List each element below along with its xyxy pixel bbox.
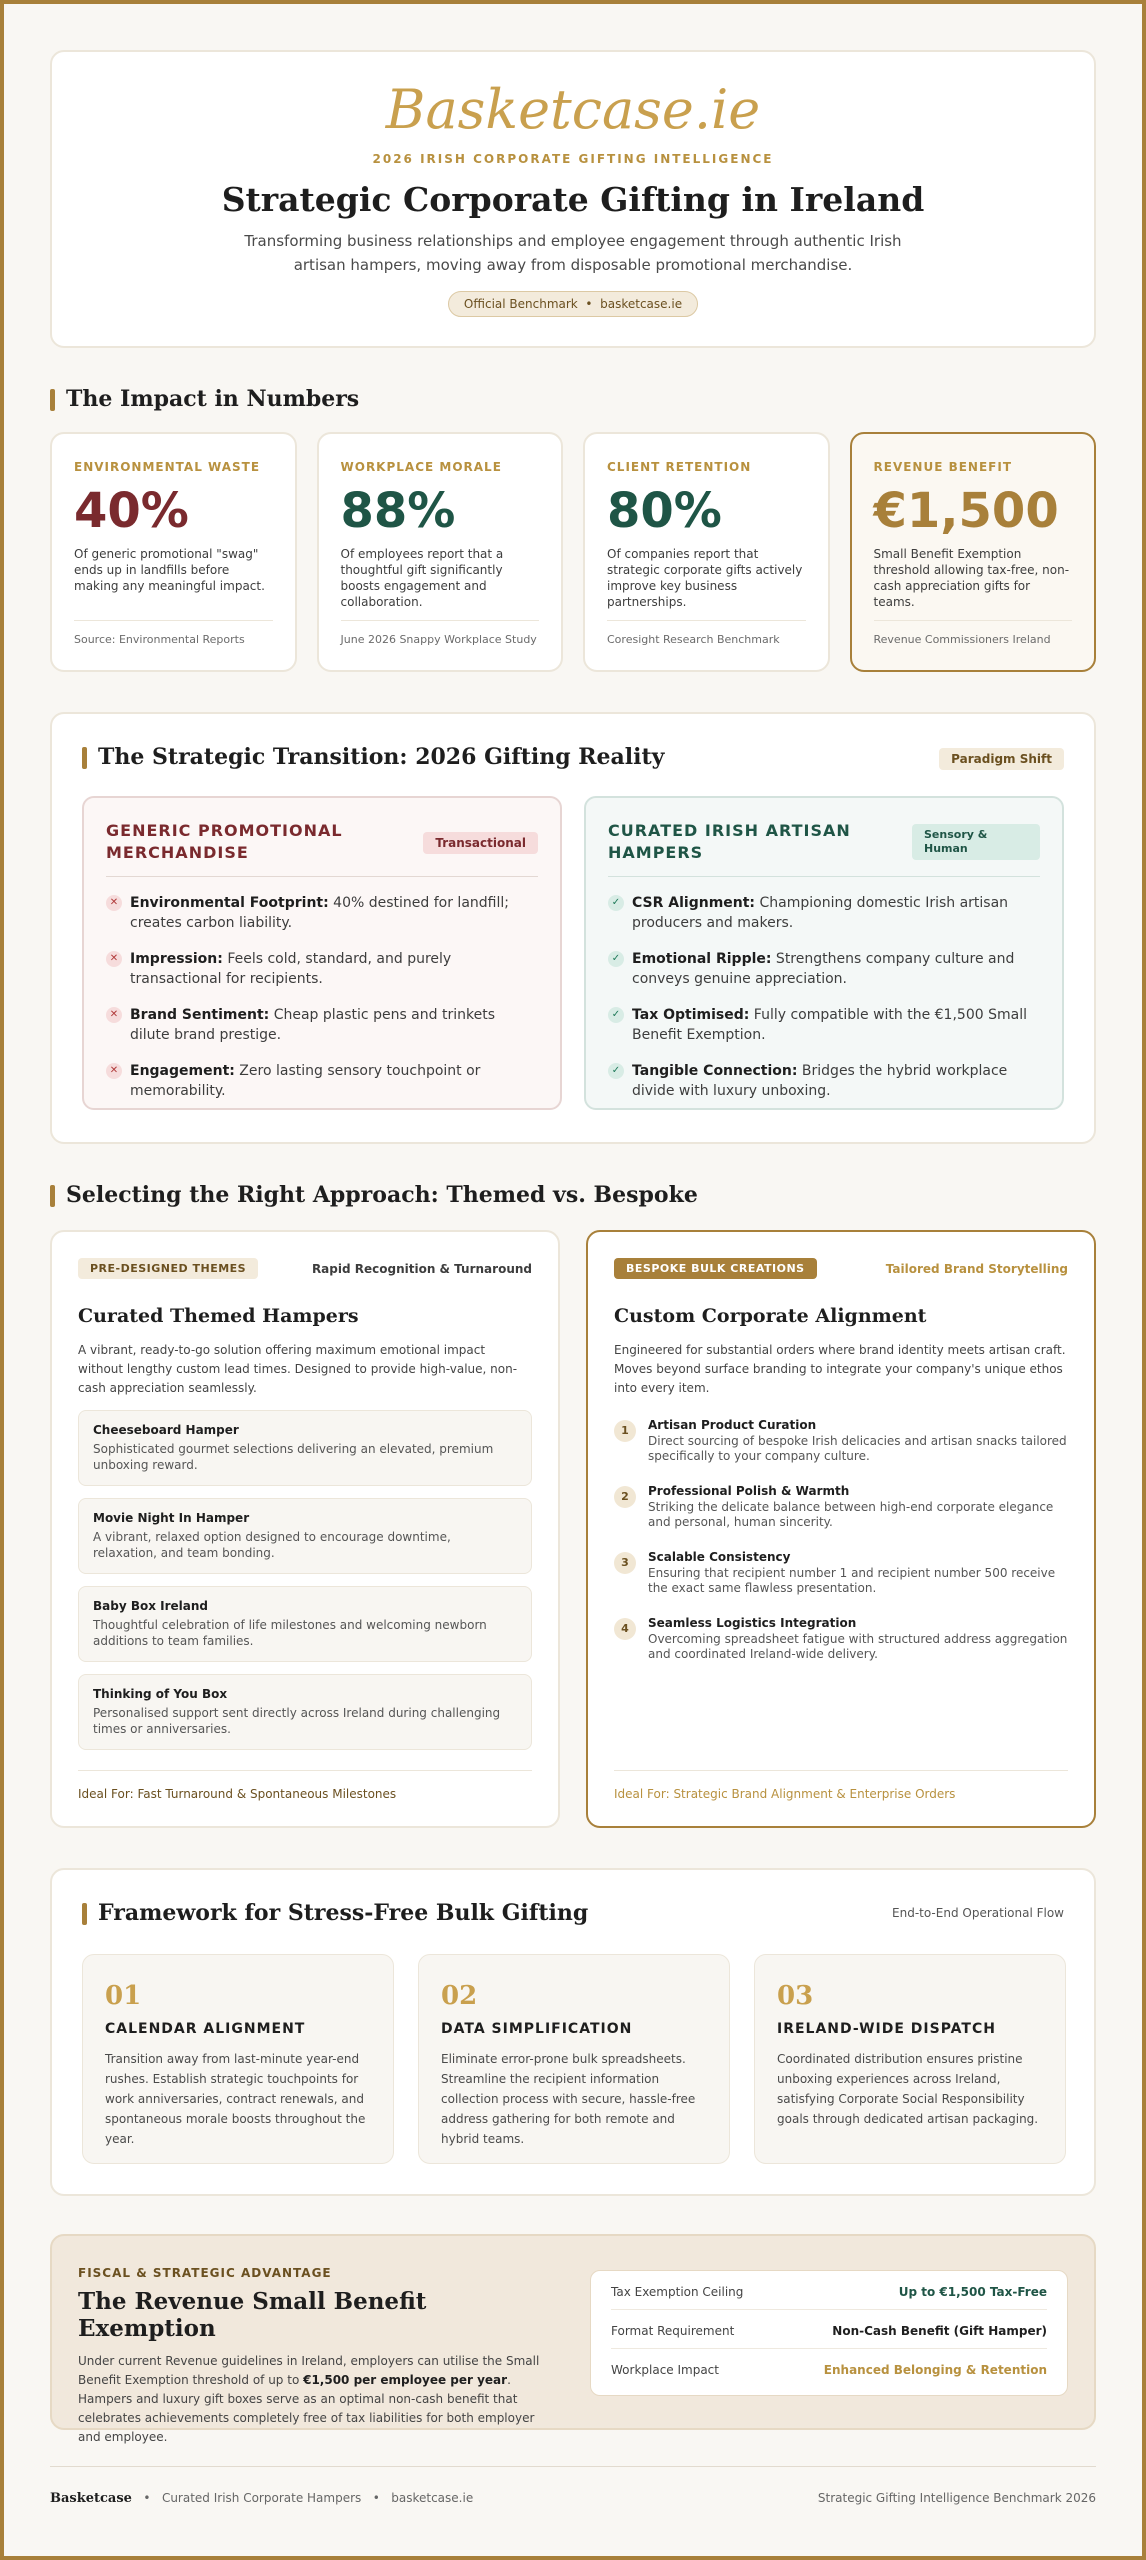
page-title: Strategic Corporate Gifting in Ireland: [221, 180, 925, 219]
step-number: 4: [614, 1618, 636, 1640]
item-label: Tax Optimised:: [632, 1007, 750, 1023]
framework-step-title: DATA SIMPLIFICATION: [441, 2021, 633, 2037]
brand-logo[interactable]: Basketcase.ie: [385, 78, 761, 141]
impact-stats: [50, 432, 1096, 672]
stat-card-retention: [583, 432, 830, 672]
list-item: [106, 893, 538, 933]
badge-label: Official Benchmark: [463, 297, 578, 311]
hamper-name: Cheeseboard Hamper: [93, 1423, 239, 1437]
bespoke-intro: Engineered for substantial orders where brand identity meets artisan craft. Moves beyond surface branding to integrate your company's unique ethos into every item.: [614, 1343, 1066, 1395]
item-label: Emotional Ripple:: [632, 951, 772, 967]
revenue-exemption-card: [50, 2234, 1096, 2444]
transactional-tag: Transactional: [423, 832, 538, 854]
bespoke-title: Custom Corporate Alignment: [614, 1305, 927, 1327]
stat-description: Small Benefit Exemption threshold allowing tax-free, non-cash appreciation gifts for teams.: [873, 547, 1070, 609]
themes-tag: PRE-DESIGNED THEMES: [78, 1258, 258, 1279]
item-label: Impression:: [130, 951, 223, 967]
hamper-name: Movie Night In Hamper: [93, 1511, 250, 1525]
stat-label: CLIENT RETENTION: [607, 460, 752, 474]
item-label: Engagement:: [130, 1063, 235, 1079]
item-text: Zero lasting sensory touchpoint or memorability.: [130, 1063, 481, 1099]
step-number: 1: [614, 1420, 636, 1442]
item-text: Feels cold, standard, and purely transactional for recipients.: [130, 951, 452, 987]
generic-title: GENERIC PROMOTIONAL MERCHANDISE: [106, 821, 343, 862]
revenue-body-highlight: €1,500 per employee per year: [303, 2373, 508, 2387]
stat-card-revenue: [850, 432, 1097, 672]
check-icon: ✓: [608, 1007, 624, 1023]
step-desc: Striking the delicate balance between high-end corporate elegance and personal, human sincerity.: [648, 1500, 1054, 1529]
sensory-tag: Sensory & Human: [912, 824, 1040, 860]
hamper-desc: Personalised support sent directly across Ireland during challenging times or anniversaries.: [93, 1706, 501, 1736]
item-label: Environmental Footprint:: [130, 895, 329, 911]
divider: [608, 876, 1040, 877]
framework-heading: Framework for Stress-Free Bulk Gifting: [82, 1900, 588, 1926]
list-item: [106, 949, 538, 989]
footer-separator: •: [143, 2491, 151, 2505]
step-title: Artisan Product Curation: [648, 1418, 817, 1432]
page-subtitle: Transforming business relationships and employee engagement through authentic Irish artisan hampers, moving away from disposable promotional merchandise.: [244, 232, 902, 274]
framework-step-number: 03: [777, 1981, 814, 2011]
row-label: Workplace Impact: [611, 2363, 719, 2377]
bespoke-tagline: Tailored Brand Storytelling: [885, 1261, 1068, 1276]
footer-separator: •: [372, 2491, 380, 2505]
badge-separator: •: [585, 297, 593, 311]
process-step: [614, 1418, 1068, 1464]
framework-step-desc: Coordinated distribution ensures pristine unboxing experiences across Ireland, satisfying Corporate Social Responsibility goals through dedicated artisan packaging.: [777, 2052, 1039, 2126]
framework-step-title: CALENDAR ALIGNMENT: [105, 2021, 306, 2037]
bespoke-tag: BESPOKE BULK CREATIONS: [614, 1258, 817, 1279]
cross-icon: ✕: [106, 951, 122, 967]
cross-icon: ✕: [106, 1063, 122, 1079]
step-number: 3: [614, 1552, 636, 1574]
themed-tagline: Rapid Recognition & Turnaround: [311, 1261, 532, 1276]
stat-label: ENVIRONMENTAL WASTE: [74, 460, 261, 474]
check-icon: ✓: [608, 1063, 624, 1079]
framework-card: [50, 1868, 1096, 2196]
bespoke-ideal-for: Ideal For: Strategic Brand Alignment & Enterprise Orders: [614, 1770, 1068, 1801]
framework-step-desc: Transition away from last-minute year-end rushes. Establish strategic touchpoints for work anniversaries, contract renewals, and spontaneous morale boosts throughout the year.: [105, 2052, 366, 2146]
process-step: [614, 1616, 1068, 1662]
check-icon: ✓: [608, 951, 624, 967]
framework-step-number: 02: [441, 1981, 478, 2011]
framework-step: [754, 1954, 1066, 2164]
curated-title: CURATED IRISH ARTISAN HAMPERS: [608, 821, 851, 862]
stat-description: Of employees report that a thoughtful gift significantly boosts engagement and collaboration.: [340, 547, 504, 609]
curated-hampers-panel: [584, 796, 1064, 1110]
stat-source: Source: Environmental Reports: [74, 620, 273, 646]
item-text: Bridges the hybrid workplace divide with luxury unboxing.: [632, 1063, 1008, 1099]
hamper-name: Thinking of You Box: [93, 1687, 228, 1701]
table-row: [611, 2352, 1047, 2388]
item-label: Tangible Connection:: [632, 1063, 798, 1079]
header-card: [50, 50, 1096, 348]
framework-step-desc: Eliminate error-prone bulk spreadsheets. Streamline the recipient information collection process with secure, hassle-free address gathering for both remote and hybrid teams.: [441, 2052, 696, 2146]
step-title: Seamless Logistics Integration: [648, 1616, 857, 1630]
stat-label: WORKPLACE MORALE: [340, 460, 502, 474]
row-value: Up to €1,500 Tax-Free: [898, 2285, 1047, 2299]
bespoke-creations-card: [586, 1230, 1096, 1828]
badge-site[interactable]: basketcase.ie: [600, 297, 683, 311]
step-number: 2: [614, 1486, 636, 1508]
revenue-body-text: . Hampers and luxury gift boxes serve as an optimal non-cash benefit that celebrates achievements completely free of tax liabilities for both employer and employee.: [78, 2373, 535, 2444]
item-text: Strengthens company culture and conveys genuine appreciation.: [632, 951, 1015, 987]
framework-step: [418, 1954, 730, 2164]
hamper-desc: A vibrant, relaxed option designed to encourage downtime, relaxation, and team bonding.: [93, 1530, 451, 1560]
list-item: [106, 1061, 538, 1101]
header-kicker: 2026 IRISH CORPORATE GIFTING INTELLIGENCE: [372, 152, 774, 166]
stat-value: 80%: [607, 483, 722, 539]
hamper-name: Baby Box Ireland: [93, 1599, 209, 1613]
process-step: [614, 1550, 1068, 1596]
item-text: Cheap plastic pens and trinkets dilute brand prestige.: [130, 1007, 495, 1043]
step-title: Professional Polish & Warmth: [648, 1484, 850, 1498]
divider: [106, 876, 538, 877]
item-text: Fully compatible with the €1,500 Small Benefit Exemption.: [632, 1007, 1027, 1043]
revenue-body-text: Under current Revenue guidelines in Ireland, employers can utilise the Small Benefit Exemption threshold of up to: [78, 2354, 540, 2387]
impact-heading: The Impact in Numbers: [50, 386, 359, 412]
step-desc: Overcoming spreadsheet fatigue with structured address aggregation and coordinated Ireland-wide delivery.: [648, 1632, 1068, 1661]
footer: [50, 2466, 1096, 2506]
revenue-body: [78, 2352, 558, 2447]
footer-site-link[interactable]: basketcase.ie: [391, 2491, 474, 2505]
row-value: Non-Cash Benefit (Gift Hamper): [832, 2324, 1047, 2338]
stat-value: 88%: [340, 483, 456, 539]
hamper-item[interactable]: [78, 1410, 532, 1486]
table-row: [611, 2313, 1047, 2349]
row-label: Format Requirement: [611, 2324, 735, 2338]
item-label: Brand Sentiment:: [130, 1007, 270, 1023]
stat-source: Revenue Commissioners Ireland: [874, 620, 1073, 646]
framework-step-number: 01: [105, 1981, 142, 2011]
stat-value: 40%: [74, 483, 189, 539]
revenue-kicker: FISCAL & STRATEGIC ADVANTAGE: [78, 2266, 332, 2280]
list-item: [608, 893, 1040, 933]
item-label: CSR Alignment:: [632, 895, 756, 911]
transition-heading: The Strategic Transition: 2026 Gifting Reality: [82, 744, 664, 770]
themed-intro: A vibrant, ready-to-go solution offering maximum emotional impact without lengthy custom lead times. Designed to provide high-value, non-cash appreciation seamlessly.: [78, 1343, 518, 1395]
item-text: 40% destined for landfill; creates carbon liability.: [130, 895, 509, 931]
stat-description: Of companies report that strategic corporate gifts actively improve key business partnerships.: [607, 547, 803, 609]
paradigm-tag: Paradigm Shift: [939, 748, 1064, 770]
list-item: [608, 1061, 1040, 1101]
benchmark-badge: [448, 291, 698, 317]
step-title: Scalable Consistency: [648, 1550, 791, 1564]
list-item: [106, 1005, 538, 1045]
themed-hampers-card: [50, 1230, 560, 1828]
hamper-item[interactable]: [78, 1586, 532, 1662]
stat-card-environmental: [50, 432, 297, 672]
table-row: [611, 2274, 1047, 2310]
check-icon: ✓: [608, 895, 624, 911]
cross-icon: ✕: [106, 1007, 122, 1023]
framework-note: End-to-End Operational Flow: [892, 1906, 1064, 1920]
stat-description: Of generic promotional "swag" ends up in landfills before making any meaningful impact.: [74, 547, 265, 593]
stat-value: €1,500: [873, 483, 1059, 539]
hamper-desc: Sophisticated gourmet selections delivering an elevated, premium unboxing reward.: [93, 1442, 494, 1472]
footer-tagline: Curated Irish Corporate Hampers: [161, 2491, 362, 2505]
footer-brand[interactable]: Basketcase: [50, 2491, 132, 2506]
row-label: Tax Exemption Ceiling: [611, 2285, 744, 2299]
framework-step: [82, 1954, 394, 2164]
revenue-title: The Revenue Small Benefit Exemption: [78, 2288, 427, 2342]
process-step: [614, 1484, 1068, 1530]
step-desc: Direct sourcing of bespoke Irish delicacies and artisan snacks tailored specifically to your company culture.: [648, 1434, 1067, 1463]
footer-benchmark: Strategic Gifting Intelligence Benchmark 2026: [817, 2491, 1096, 2505]
stat-card-morale: [317, 432, 564, 672]
themed-title: Curated Themed Hampers: [78, 1305, 359, 1327]
list-item: [608, 1005, 1040, 1045]
item-text: Championing domestic Irish artisan producers and makers.: [632, 895, 1009, 931]
row-value: Enhanced Belonging & Retention: [823, 2363, 1047, 2377]
transition-card: [50, 712, 1096, 1144]
step-desc: Ensuring that recipient number 1 and recipient number 500 receive the exact same flawless presentation.: [648, 1566, 1056, 1595]
stat-label: REVENUE BENEFIT: [873, 460, 1013, 474]
cross-icon: ✕: [106, 895, 122, 911]
exemption-table: [590, 2270, 1068, 2396]
list-item: [608, 949, 1040, 989]
generic-merch-panel: [82, 796, 562, 1110]
hamper-desc: Thoughtful celebration of life milestones and welcoming newborn additions to team families.: [93, 1618, 487, 1648]
approach-heading: Selecting the Right Approach: Themed vs. Bespoke: [50, 1182, 698, 1208]
hamper-item[interactable]: [78, 1498, 532, 1574]
stat-source: June 2026 Snappy Workplace Study: [341, 620, 540, 646]
themed-ideal-for: Ideal For: Fast Turnaround & Spontaneous Milestones: [78, 1770, 532, 1801]
framework-step-title: IRELAND-WIDE DISPATCH: [777, 2021, 996, 2037]
stat-source: Coresight Research Benchmark: [607, 620, 806, 646]
hamper-item[interactable]: [78, 1674, 532, 1750]
